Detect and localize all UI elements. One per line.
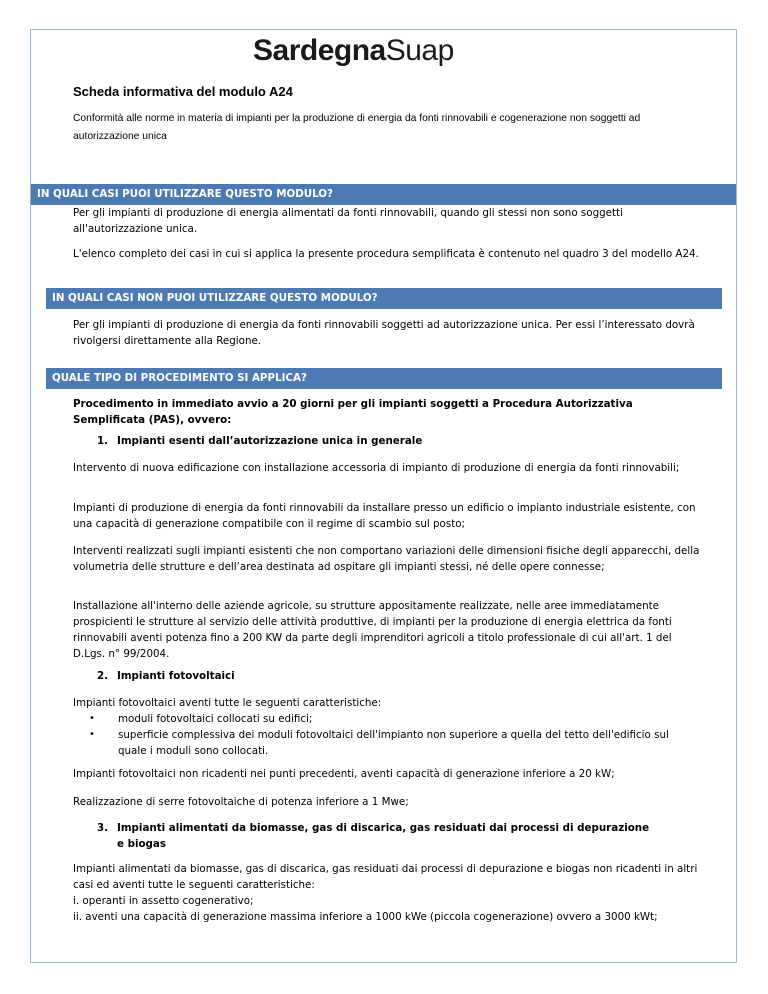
item1-number: 1. (97, 435, 109, 447)
item2-intro: Impianti fotovoltaici aventi tutte le seguenti caratteristiche: (73, 697, 382, 709)
item1-paragraph-2: Impianti di produzione di energia da fonti rinnovabili da installare presso un edificio o impianto industriale esistente, con una capacità di generazione compatibile con il regime di scambio sul posto; (73, 502, 696, 530)
section1-paragraph-1: Per gli impianti di produzione di energia alimentati da fonti rinnovabili, quando gli stessi non sono soggetti all'autorizzazione unica. (73, 207, 623, 235)
document-title: Scheda informativa del modulo A24 (73, 84, 293, 99)
item1-title: Impianti esenti dall’autorizzazione unica in generale (117, 435, 423, 447)
item1-paragraph-4: Installazione all'interno delle aziende agricole, su strutture appositamente realizzate, nelle aree immediatamente prospicienti le strutture al servizio delle attività produttive, di impianti per la produzione di energia elettrica da fonti rinnovabili aventi potenza fino a 200 KW da parte degli imprenditori agricoli a titolo professionale di cui all'art. 1 del D.Lgs. n° 99/2004. (73, 600, 672, 660)
section-heading-not-usage: IN QUALI CASI NON PUOI UTILIZZARE QUESTO MODULO? (46, 288, 722, 309)
document-subtitle: Conformità alle norme in materia di impianti per la produzione di energia da fonti rinnovabili e cogenerazione non soggetti ad autorizzazione unica (73, 113, 641, 142)
item2-paragraph-1: Impianti fotovoltaici non ricadenti nei punti precedenti, aventi capacità di generazione inferiore a 20 kW; (73, 768, 615, 780)
sardegnasuap-logo: SardegnaSuap (253, 34, 454, 67)
item1-paragraph-1: Intervento di nuova edificazione con installazione accessoria di impianto di produzione di energia da fonti rinnovabili; (73, 462, 680, 474)
item3-line-ii: ii. aventi una capacità di generazione massima inferiore a 1000 kWe (piccola cogenerazione) ovvero a 3000 kWt; (73, 911, 658, 923)
bullet-icon: • (89, 729, 95, 740)
section-heading-usage: IN QUALI CASI PUOI UTILIZZARE QUESTO MODULO? (31, 184, 736, 205)
item3-title: Impianti alimentati da biomasse, gas di discarica, gas residuati dai processi di depurazione e biogas (117, 822, 650, 850)
item2-paragraph-2: Realizzazione di serre fotovoltaiche di potenza inferiore a 1 Mwe; (73, 796, 409, 808)
section2-paragraph-1: Per gli impianti di produzione di energia da fonti rinnovabili soggetti ad autorizzazione unica. Per essi l’interessato dovrà rivolgersi direttamente alla Regione. (73, 319, 695, 347)
section-heading-procedure: QUALE TIPO DI PROCEDIMENTO SI APPLICA? (46, 368, 722, 389)
item2-bullet-1: moduli fotovoltaici collocati su edifici; (118, 713, 313, 725)
procedure-intro: Procedimento in immediato avvio a 20 giorni per gli impianti soggetti a Procedura Autorizzativa Semplificata (PAS), ovvero: (73, 398, 633, 426)
item2-bullet-2: superficie complessiva dei moduli fotovoltaici dell'impianto non superiore a quella del tetto dell'edificio sul quale i moduli sono collocati. (118, 729, 669, 757)
item2-number: 2. (97, 670, 109, 682)
bullet-icon: • (89, 713, 95, 724)
item1-paragraph-3: Interventi realizzati sugli impianti esistenti che non comportano variazioni delle dimensioni fisiche degli apparecchi, della volumetria delle strutture e dell’area destinata ad ospitare gli impianti stessi, né delle opere connesse; (73, 545, 700, 573)
section1-paragraph-2: L'elenco completo dei casi in cui si applica la presente procedura semplificata è contenuto nel quadro 3 del modello A24. (73, 248, 699, 260)
item3-paragraph-1: Impianti alimentati da biomasse, gas di discarica, gas residuati dai processi di depurazione e biogas non ricadenti in altri casi ed aventi tutte le seguenti caratteristiche: (73, 863, 698, 891)
item3-number: 3. (97, 822, 109, 834)
item3-line-i: i. operanti in assetto cogenerativo; (73, 895, 254, 907)
item2-title: Impianti fotovoltaici (117, 670, 235, 682)
